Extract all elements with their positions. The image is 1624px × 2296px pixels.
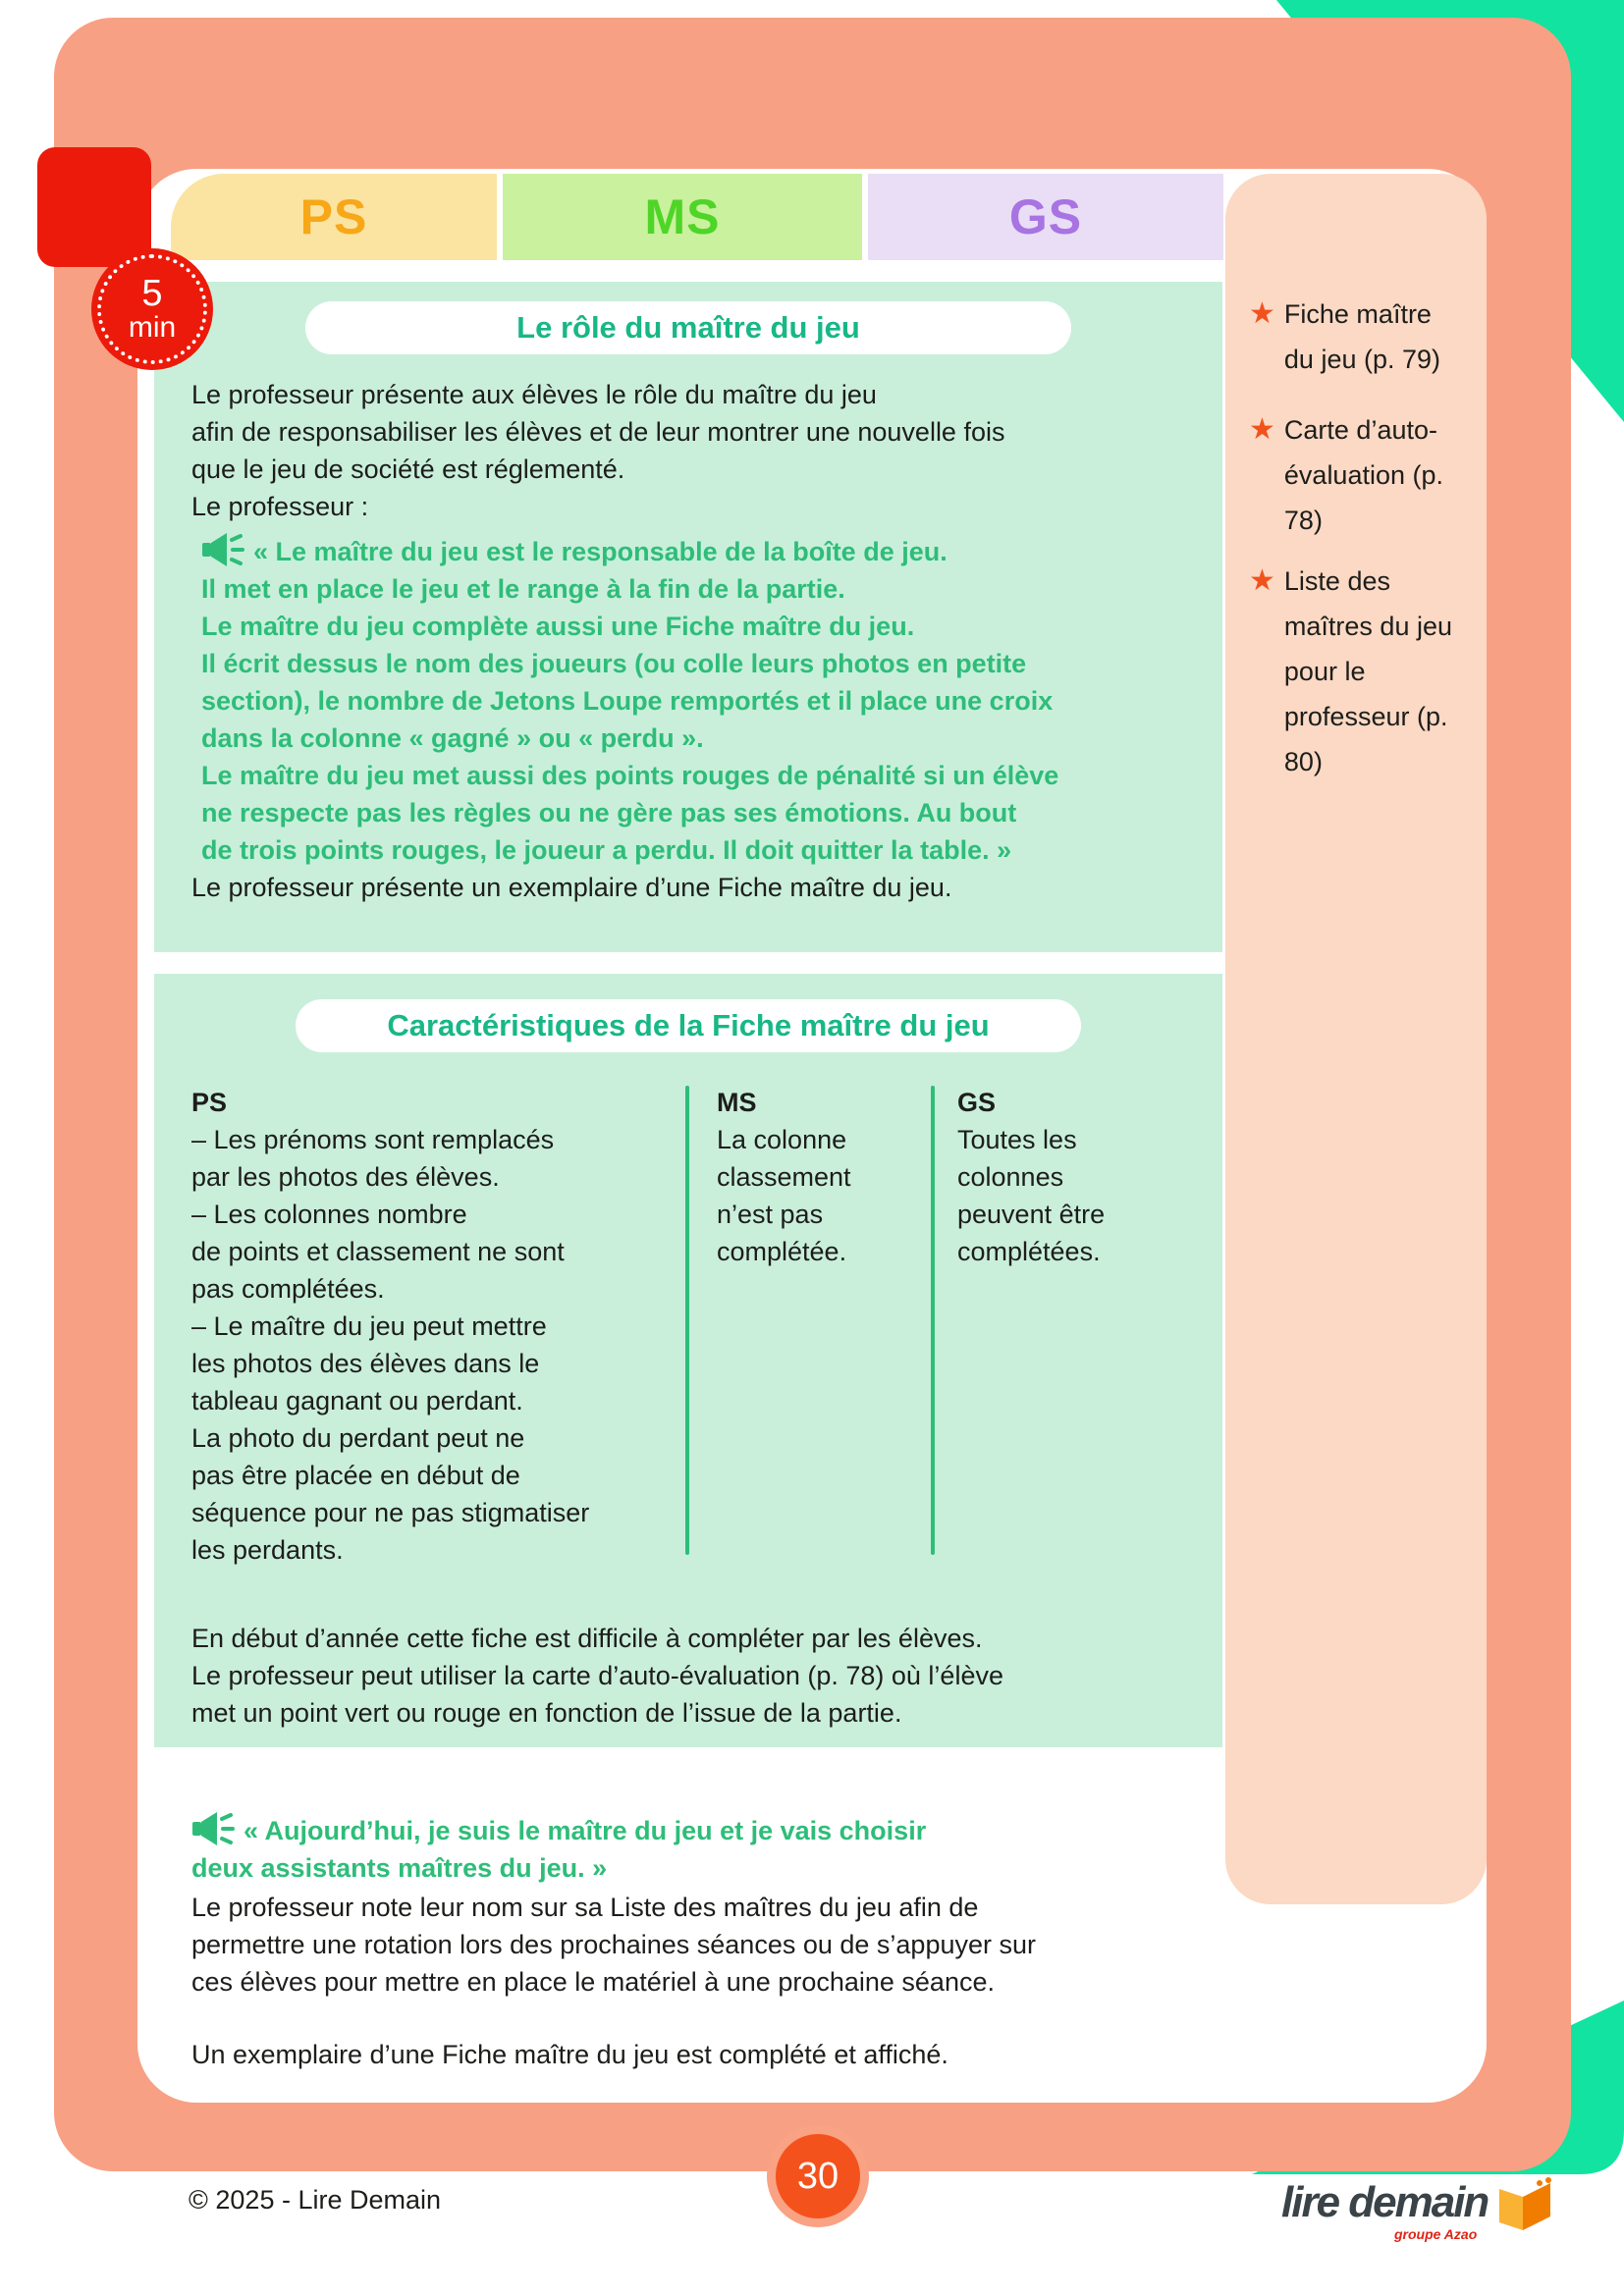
quote-line: dans la colonne « gagné » ou « perdu ». bbox=[201, 723, 704, 753]
column-line: n’est pas bbox=[717, 1200, 824, 1229]
sidebar-item-fiche bbox=[1249, 292, 1463, 382]
paragraph-line: Le professeur présente aux élèves le rôle du maître du jeu bbox=[191, 380, 877, 409]
section-title-pill bbox=[296, 999, 1081, 1052]
column-header: MS bbox=[717, 1088, 757, 1117]
section-caracteristiques bbox=[154, 974, 1222, 1747]
paragraph-line: Le professeur présente un exemplaire d’une Fiche maître du jeu. bbox=[191, 873, 952, 902]
open-book-icon bbox=[1493, 2177, 1556, 2234]
column-header: GS bbox=[957, 1088, 997, 1117]
quote-line: Le maître du jeu complète aussi une Fiche maître du jeu. bbox=[201, 612, 915, 641]
tab-ps bbox=[171, 174, 497, 260]
column-line: La photo du perdant peut ne bbox=[191, 1423, 525, 1453]
star-icon: ★ bbox=[1249, 413, 1275, 446]
paragraph-line: Le professeur note leur nom sur sa Liste des maîtres du jeu afin de bbox=[191, 1893, 979, 1922]
copyright-text: © 2025 - Lire Demain bbox=[189, 2185, 442, 2215]
quote-line: section), le nombre de Jetons Loupe remportés et il place une croix bbox=[201, 686, 1054, 716]
column-line: tableau gagnant ou perdant. bbox=[191, 1386, 523, 1415]
page-number-badge bbox=[767, 2125, 869, 2227]
paragraph-line: permettre une rotation lors des prochaines séances ou de s’appuyer sur bbox=[191, 1930, 1036, 1959]
tab-gs-label: GS bbox=[1008, 189, 1083, 244]
section-note bbox=[191, 1620, 1003, 1732]
quote-line: Le maître du jeu met aussi des points rouges de pénalité si un élève bbox=[201, 761, 1059, 790]
column-divider bbox=[685, 1086, 689, 1555]
column-line: La colonne bbox=[717, 1125, 847, 1154]
column-line: classement bbox=[717, 1162, 851, 1192]
section-title-pill bbox=[305, 301, 1071, 354]
column-line: pas être placée en début de bbox=[191, 1461, 520, 1490]
column-line: les perdants. bbox=[191, 1535, 344, 1565]
column-ps bbox=[191, 1084, 673, 1569]
section-role-du-maitre bbox=[154, 282, 1222, 952]
tab-gs bbox=[868, 174, 1223, 260]
materials-sidebar bbox=[1225, 174, 1487, 1904]
section-title: Caractéristiques de la Fiche maître du jeu bbox=[387, 1008, 990, 1042]
column-line: par les photos des élèves. bbox=[191, 1162, 500, 1192]
quote-line bbox=[201, 532, 1058, 570]
column-line: – Le maître du jeu peut mettre bbox=[191, 1311, 547, 1341]
section-announcement bbox=[191, 1811, 1301, 2073]
quote-line: deux assistants maîtres du jeu. » bbox=[191, 1853, 608, 1883]
column-header: PS bbox=[191, 1088, 228, 1117]
quote-line: Il met en place le jeu et le range à la fin de la partie. bbox=[201, 574, 845, 604]
paragraph bbox=[191, 1889, 1301, 2001]
sidebar-item-text: Fiche maître du jeu (p. 79) bbox=[1283, 299, 1441, 374]
paragraph-line: que le jeu de société est réglementé. bbox=[191, 454, 625, 484]
duration-unit: min bbox=[128, 311, 177, 344]
sidebar-item-text: Carte d’auto-évaluation (p. 78) bbox=[1283, 415, 1444, 535]
paragraph-line: En début d’année cette fiche est difficile à compléter par les élèves. bbox=[191, 1624, 983, 1653]
publisher-logo-subtext: groupe Azao bbox=[1394, 2226, 1478, 2242]
column-line: – Les colonnes nombre bbox=[191, 1200, 467, 1229]
column-line: complétées. bbox=[957, 1237, 1101, 1266]
duration-value: 5 bbox=[141, 273, 163, 314]
paragraph-line: afin de responsabiliser les élèves et de leur montrer une nouvelle fois bbox=[191, 417, 1005, 447]
column-line: les photos des élèves dans le bbox=[191, 1349, 540, 1378]
duration-badge-tab bbox=[37, 147, 151, 267]
sidebar-item-carte bbox=[1249, 407, 1463, 543]
duration-badge bbox=[91, 248, 213, 370]
tab-ms-label: MS bbox=[644, 189, 721, 244]
column-line: peuvent être bbox=[957, 1200, 1106, 1229]
paragraph-line: Le professeur peut utiliser la carte d’auto-évaluation (p. 78) où l’élève bbox=[191, 1661, 1003, 1690]
tab-ms bbox=[503, 174, 862, 260]
column-divider bbox=[931, 1086, 935, 1555]
paragraph-line: Un exemplaire d’une Fiche maître du jeu est complété et affiché. bbox=[191, 2040, 948, 2069]
column-line: Toutes les bbox=[957, 1125, 1077, 1154]
column-line: – Les prénoms sont remplacés bbox=[191, 1125, 555, 1154]
content-card bbox=[137, 169, 1487, 2103]
quote-line: Il écrit dessus le nom des joueurs (ou colle leurs photos en petite bbox=[201, 649, 1027, 678]
column-line: complétée. bbox=[717, 1237, 847, 1266]
page-number: 30 bbox=[796, 2155, 839, 2197]
tab-ps-label: PS bbox=[299, 189, 368, 244]
publisher-logo-text: lire demain bbox=[1281, 2178, 1489, 2226]
speaker-icon bbox=[191, 1811, 235, 1846]
teacher-quote bbox=[201, 532, 1058, 869]
quote-text: « Le maître du jeu est le responsable de la boîte de jeu. bbox=[253, 537, 947, 566]
column-line: de points et classement ne sont bbox=[191, 1237, 565, 1266]
speaker-icon bbox=[201, 532, 244, 567]
sidebar-item-text: Liste des maîtres du jeu pour le professeur (p. 80) bbox=[1283, 566, 1452, 776]
quote-text: « Aujourd’hui, je suis le maître du jeu et je vais choisir bbox=[244, 1816, 927, 1845]
section-body bbox=[191, 376, 1058, 906]
column-line: séquence pour ne pas stigmatiser bbox=[191, 1498, 590, 1527]
paragraph-line: met un point vert ou rouge en fonction de l’issue de la partie. bbox=[191, 1698, 902, 1728]
publisher-logo bbox=[1281, 2178, 1556, 2242]
column-line: colonnes bbox=[957, 1162, 1064, 1192]
column-line: pas complétées. bbox=[191, 1274, 385, 1304]
quote-line: de trois points rouges, le joueur a perdu. Il doit quitter la table. » bbox=[201, 835, 1012, 865]
paragraph-line: Le professeur : bbox=[191, 492, 369, 521]
quote-line bbox=[191, 1811, 1301, 1849]
section-title: Le rôle du maître du jeu bbox=[516, 310, 860, 345]
paragraph-line: ces élèves pour mettre en place le matériel à une prochaine séance. bbox=[191, 1967, 995, 1997]
star-icon: ★ bbox=[1249, 297, 1275, 330]
star-icon: ★ bbox=[1249, 564, 1275, 597]
dotted-ring bbox=[97, 254, 207, 364]
sidebar-item-liste bbox=[1249, 559, 1463, 784]
column-ms bbox=[717, 1084, 928, 1270]
column-gs bbox=[957, 1084, 1198, 1270]
quote-line: ne respecte pas les règles ou ne gère pas ses émotions. Au bout bbox=[201, 798, 1017, 828]
